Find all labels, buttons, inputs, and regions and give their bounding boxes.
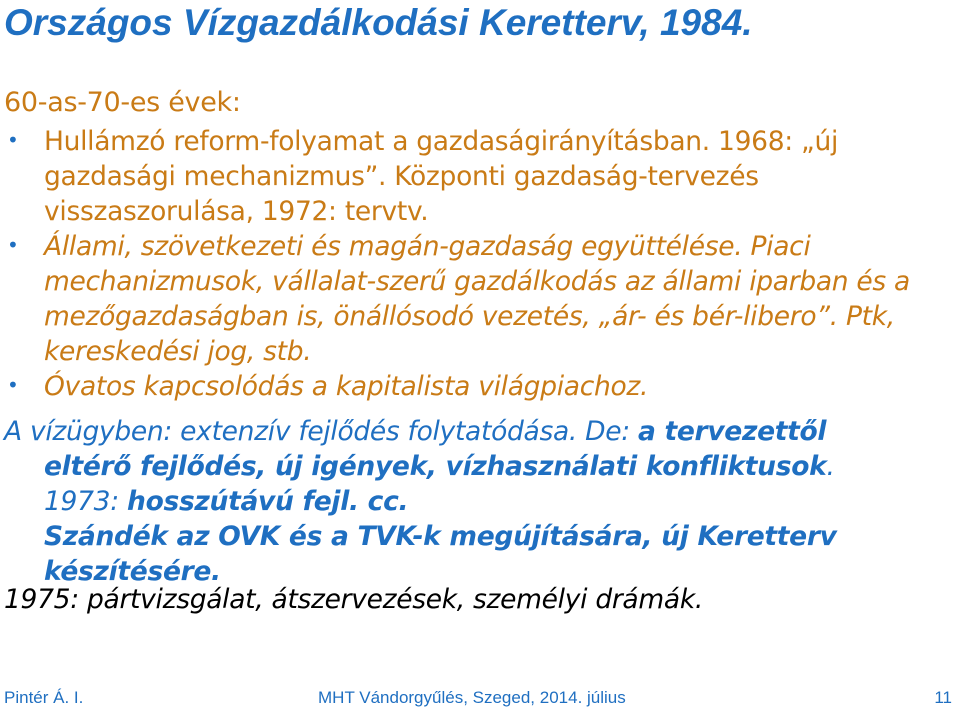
water-strong-text: hosszútávú fejl. cc. [127,486,409,517]
bullet-list [0,124,960,404]
final-line: 1975: pártvizsgálat, átszervezések, személyi drámák. [4,584,703,615]
water-strong-text: eltérő fejlődés, új igények, vízhasználati konfliktusok [44,451,827,482]
bullet-item [0,369,954,404]
slide-title: Országos Vízgazdálkodási Keretterv, 1984. [4,2,753,43]
footer [0,688,960,710]
bullet-text: Hullámzó reform-folyamat a gazdaságirányításban. 1968: „új gazdasági mechanizmus”. Központi gazdaság-tervezés visszaszorulása, 1972: tervtv. [44,126,839,227]
water-line-4 [4,519,954,554]
footer-author: Pintér Á. I. [4,688,84,707]
period-text: . [826,451,835,482]
bullet-item [0,124,954,229]
bullet-item [0,229,954,369]
water-strong-text: Szándék az OVK és a TVK-k megújítására, új Keretterv [44,521,837,552]
water-sector-paragraph [4,414,954,589]
water-line-2 [4,449,954,484]
water-strong-text: készítésére. [44,556,221,587]
section-heading: 60-as-70-es évek: [4,87,241,118]
water-line-3 [4,484,954,519]
year-text: 1973: [44,486,127,517]
bullet-dot-icon: • [7,128,19,152]
footer-event: MHT Vándorgyűlés, Szeged, 2014. július [318,688,626,707]
bullet-text: Állami, szövetkezeti és magán-gazdaság együttélése. Piaci mechanizmusok, vállalat-szerű gazdálkodás az állami iparban és a mezőgazdaságban is, önállósodó vezetés, „ár- és bér-libero”. Ptk, kereskedési jog, stb. [44,231,910,367]
bullet-dot-icon: • [7,373,19,397]
bullet-text: Óvatos kapcsolódás a kapitalista világpiachoz. [44,371,649,402]
page-number: 11 [934,688,952,707]
bullet-dot-icon: • [7,233,19,257]
water-lead-text: A vízügyben: extenzív fejlődés folytatódása. De: [4,416,638,447]
water-strong-text: a tervezettől [638,416,827,447]
